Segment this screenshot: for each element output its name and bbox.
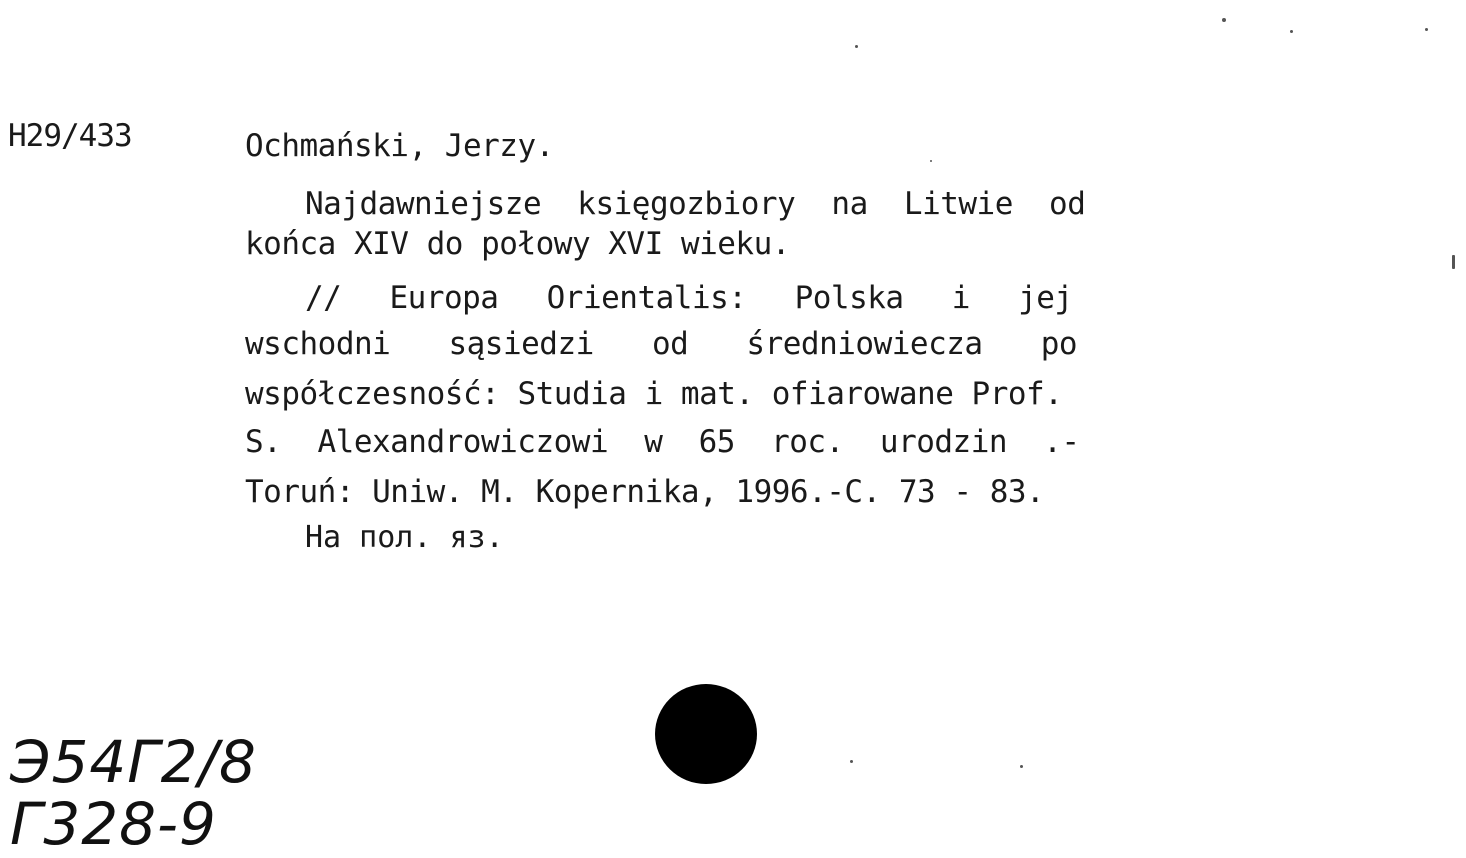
- scan-speck: [1452, 255, 1455, 269]
- scan-speck: [930, 160, 932, 162]
- scan-speck: [1425, 28, 1428, 31]
- scan-speck: [1020, 765, 1023, 768]
- description-line: Toruń: Uniw. M. Kopernika, 1996.-C. 73 - 83.: [245, 474, 1045, 510]
- description-line: końca XIV do połowy XVI wieku.: [245, 226, 790, 262]
- scan-speck: [1222, 18, 1226, 22]
- scan-speck: [850, 760, 853, 763]
- author-heading: Ochmański, Jerzy.: [245, 128, 554, 164]
- scan-speck: [1290, 30, 1293, 33]
- description-line: współczesność: Studia i mat. ofiarowane Prof.: [245, 376, 1063, 412]
- handwritten-call-number-second: Г328-9: [10, 790, 217, 858]
- description-line: // Europa Orientalis: Polska i jej: [305, 280, 1073, 316]
- description-line: wschodni sąsiedzi od średniowiecza po: [245, 326, 1078, 362]
- description-line: S. Alexandrowiczowi w 65 roc. urodzin .-: [245, 424, 1080, 460]
- shelf-mark: H29/433: [8, 118, 132, 154]
- punch-hole: [655, 684, 757, 784]
- handwritten-call-number: Э54Г2/8: [10, 728, 257, 796]
- scan-speck: [855, 45, 858, 48]
- description-line: Najdawniejsze księgozbiory na Litwie od: [305, 186, 1086, 222]
- language-note: На пол. яз.: [305, 520, 504, 555]
